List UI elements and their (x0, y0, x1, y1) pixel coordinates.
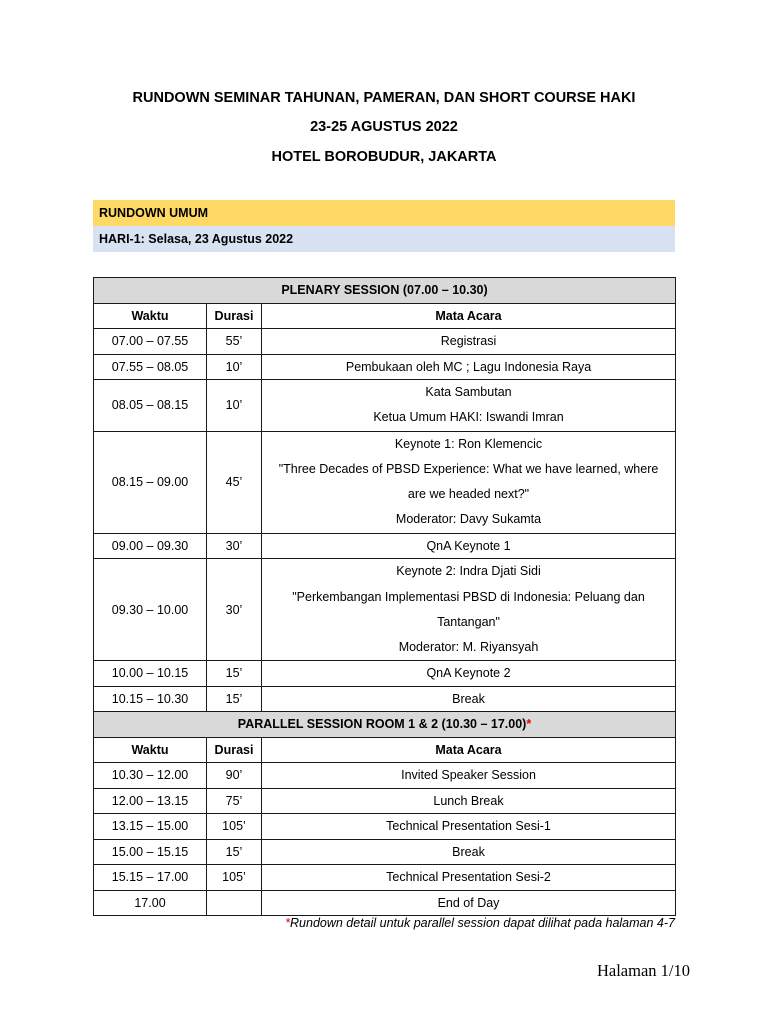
agenda-line: "Perkembangan Implementasi PBSD di Indonesia: Peluang dan (292, 589, 645, 604)
agenda-line: Kata Sambutan (425, 385, 512, 399)
time-cell: 07.00 – 07.55 (94, 329, 207, 355)
time-cell: 17.00 (94, 890, 207, 916)
table-row (94, 865, 676, 891)
duration-cell: 15’ (207, 661, 262, 687)
agenda-line: are we headed next?" (407, 487, 530, 502)
duration-cell: 105’ (207, 814, 262, 840)
event-dates: 23-25 AGUSTUS 2022 (310, 119, 458, 135)
duration-cell: 75’ (207, 788, 262, 814)
time-cell: 10.15 – 10.30 (94, 686, 207, 712)
column-header-time: Waktu (94, 737, 207, 763)
table-row (94, 661, 676, 687)
agenda-line: Ketua Umum HAKI: Iswandi Imran (373, 410, 564, 425)
agenda-cell (262, 431, 676, 533)
duration-cell: 45’ (207, 431, 262, 533)
column-header-time: Waktu (94, 303, 207, 329)
table-row (94, 431, 676, 533)
table-row (94, 559, 676, 661)
duration-cell: 10’ (207, 354, 262, 380)
agenda-line: Tantangan" (437, 614, 500, 629)
agenda-line: Keynote 1: Ron Klemencic (394, 436, 543, 451)
agenda-cell: Technical Presentation Sesi-1 (262, 814, 676, 840)
section-band: RUNDOWN UMUM (93, 200, 675, 226)
agenda-cell (262, 380, 676, 432)
table-row (94, 354, 676, 380)
page-number: Halaman 1/10 (596, 961, 690, 980)
agenda-cell (262, 354, 676, 380)
agenda-line: Pembukaan oleh MC ; Lagu Indonesia Raya (345, 359, 592, 374)
footnote-marker: * (285, 916, 291, 930)
event-venue: HOTEL BOROBUDUR, JAKARTA (271, 149, 497, 165)
table-row (94, 329, 676, 355)
time-cell: 10.00 – 10.15 (94, 661, 207, 687)
column-header-agenda: Mata Acara (262, 303, 676, 329)
footnote-text: Rundown detail untuk parallel session dapat dilihat pada halaman 4-7 (290, 916, 675, 930)
table-row (94, 533, 676, 559)
rundown-table (93, 277, 676, 916)
agenda-cell (262, 686, 676, 712)
duration-cell: 15’ (207, 686, 262, 712)
parallel-session-title: PARALLEL SESSION ROOM 1 & 2 (10.30 – 17.00) (237, 717, 527, 732)
document-title: RUNDOWN SEMINAR TAHUNAN, PAMERAN, DAN SHORT COURSE HAKI (132, 90, 636, 106)
agenda-cell (262, 661, 676, 687)
agenda-line: Moderator: M. Riyansyah (398, 640, 539, 655)
agenda-line: Moderator: Davy Sukamta (395, 512, 542, 527)
time-cell: 13.15 – 15.00 (94, 814, 207, 840)
agenda-cell: Invited Speaker Session (262, 763, 676, 789)
plenary-session-header: PLENARY SESSION (07.00 – 10.30) (94, 278, 676, 304)
table-row (94, 839, 676, 865)
time-cell: 09.30 – 10.00 (94, 559, 207, 661)
duration-cell: 105’ (207, 865, 262, 891)
day-band: HARI-1: Selasa, 23 Agustus 2022 (93, 226, 675, 252)
table-row (94, 814, 676, 840)
duration-cell: 30’ (207, 559, 262, 661)
column-header-row (94, 303, 676, 329)
time-cell: 15.00 – 15.15 (94, 839, 207, 865)
duration-cell: 30’ (207, 533, 262, 559)
footnote-marker: * (526, 717, 532, 732)
agenda-line: QnA Keynote 2 (426, 666, 511, 681)
agenda-line: Keynote 2: Indra Djati Sidi (396, 564, 541, 579)
table-row (94, 788, 676, 814)
time-cell: 12.00 – 13.15 (94, 788, 207, 814)
column-header-duration: Durasi (207, 737, 262, 763)
plenary-session-header-row (94, 278, 676, 304)
parallel-session-header (94, 712, 676, 738)
duration-cell: 55’ (207, 329, 262, 355)
parallel-session-header-row (94, 712, 676, 738)
footnote (285, 914, 675, 932)
duration-cell: 90’ (207, 763, 262, 789)
duration-cell: 10’ (207, 380, 262, 432)
agenda-cell: End of Day (262, 890, 676, 916)
agenda-cell (262, 559, 676, 661)
time-cell: 09.00 – 09.30 (94, 533, 207, 559)
time-cell: 08.05 – 08.15 (94, 380, 207, 432)
agenda-cell (262, 329, 676, 355)
time-cell: 10.30 – 12.00 (94, 763, 207, 789)
table-row (94, 380, 676, 432)
duration-cell (207, 890, 262, 916)
agenda-cell: Lunch Break (262, 788, 676, 814)
agenda-cell: Break (262, 839, 676, 865)
column-header-row (94, 737, 676, 763)
column-header-duration: Durasi (207, 303, 262, 329)
agenda-cell (262, 533, 676, 559)
table-row (94, 686, 676, 712)
agenda-cell: Technical Presentation Sesi-2 (262, 865, 676, 891)
time-cell: 08.15 – 09.00 (94, 431, 207, 533)
agenda-line: "Three Decades of PBSD Experience: What we have learned, where (278, 461, 659, 476)
table-row (94, 890, 676, 916)
duration-cell: 15’ (207, 839, 262, 865)
agenda-line: Break (452, 691, 485, 706)
time-cell: 15.15 – 17.00 (94, 865, 207, 891)
time-cell: 07.55 – 08.05 (94, 354, 207, 380)
agenda-line: Registrasi (440, 334, 497, 348)
column-header-agenda: Mata Acara (262, 737, 676, 763)
agenda-line: QnA Keynote 1 (426, 538, 511, 553)
table-row (94, 763, 676, 789)
